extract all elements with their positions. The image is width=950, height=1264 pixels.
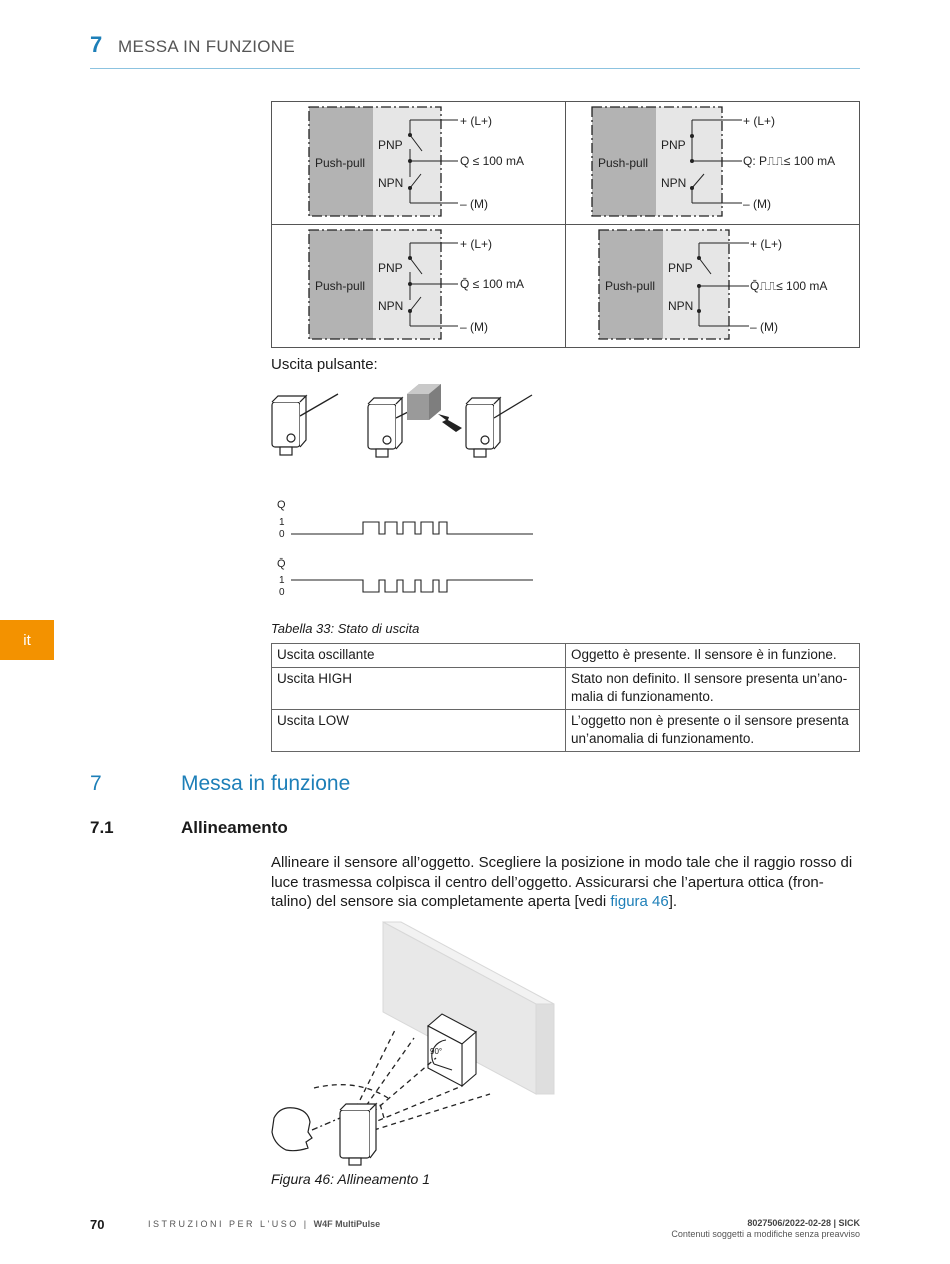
circuit-mode-label: Push-pull <box>315 156 366 170</box>
npn-label: NPN <box>378 299 404 313</box>
chapter-number: 7 <box>90 32 103 57</box>
circuit-mode-label: Push-pull <box>598 156 649 170</box>
sensor-icon <box>340 1104 376 1165</box>
footer-right <box>671 1218 860 1240</box>
table-row <box>272 668 860 710</box>
signal-qbar-label: Q̄ <box>277 558 286 570</box>
output-label: Q ≤ 100 mA <box>460 154 524 168</box>
footer-doc-type <box>148 1219 380 1229</box>
ground-label: – (M) <box>743 197 771 211</box>
pnp-label: PNP <box>661 138 686 152</box>
pnp-label: PNP <box>378 138 403 152</box>
sensor-icon <box>368 398 402 457</box>
alignment-illustration <box>266 918 566 1166</box>
sensor-icon <box>272 396 306 455</box>
table-cell: Stato non definito. Il sensore presenta un’ano-malia di funzionamento. <box>566 668 860 710</box>
circuit-diagram-table <box>271 101 860 348</box>
ground-label: – (M) <box>750 320 778 334</box>
angle-label: 90° <box>430 1047 443 1056</box>
npn-label: NPN <box>668 299 694 313</box>
figure-caption: Figura 46: Allineamento 1 <box>271 1171 431 1187</box>
level-low-label: 0 <box>279 587 285 598</box>
section-title: Messa in funzione <box>181 772 351 795</box>
subsection-number: 7.1 <box>90 818 114 837</box>
sensor-pulse-illustration <box>266 380 546 465</box>
output-label: Q: P⎍⎍≤ 100 mA <box>743 154 836 168</box>
signal-q-label: Q <box>277 499 286 511</box>
chapter-title: MESSA IN FUNZIONE <box>118 37 296 56</box>
table-cell: L’oggetto non è presente o il sensore presenta un’anomalia di funzionamento. <box>566 710 860 752</box>
ground-label: – (M) <box>460 197 488 211</box>
target-object-icon <box>407 384 441 420</box>
pnp-label: PNP <box>378 261 403 275</box>
language-tab[interactable]: it <box>0 620 54 660</box>
circuit-cell <box>566 102 859 224</box>
footer-separator: | <box>298 1219 314 1229</box>
supply-label: + (L+) <box>750 237 783 251</box>
level-high-label: 1 <box>279 575 285 586</box>
doc-id: 8027506/2022-02-28 | SICK <box>747 1218 860 1228</box>
table-row <box>272 710 860 752</box>
change-notice: Contenuti soggetti a modifiche senza preavviso <box>671 1229 860 1239</box>
circuit-cell <box>272 102 565 224</box>
paragraph-text: Allineare il sensore all’oggetto. Scegliere la posizione in modo tale che il raggio rosso di luce trasmessa colpisca il centro dell’oggetto. Assicurarsi che l’apertura ottica (fron-talino) del sensore sia completamente aperta [vedi <box>271 854 853 910</box>
signal-qbar-waveform <box>291 580 533 592</box>
signal-q-waveform <box>291 522 533 534</box>
doc-type: ISTRUZIONI PER L'USO <box>148 1219 299 1229</box>
table-cell: Uscita LOW <box>272 710 566 752</box>
circuit-cell <box>272 225 565 347</box>
pulse-output-label: Uscita pulsante: <box>271 356 378 373</box>
header-divider <box>90 68 860 69</box>
npn-label: NPN <box>378 176 404 190</box>
circuit-mode-label: Push-pull <box>315 279 366 293</box>
output-label: Q̄⎍⎍≤ 100 mA <box>750 279 828 293</box>
supply-label: + (L+) <box>460 237 493 251</box>
output-label: Q̄ ≤ 100 mA <box>460 277 524 291</box>
timing-diagram <box>271 498 541 602</box>
table-cell: Uscita HIGH <box>272 668 566 710</box>
section-number: 7 <box>90 772 102 795</box>
npn-label: NPN <box>661 176 687 190</box>
circuit-cell <box>566 225 859 347</box>
figure-link[interactable]: figura 46 <box>610 893 669 910</box>
output-state-table <box>271 643 860 752</box>
level-high-label: 1 <box>279 517 285 528</box>
table-cell: Oggetto è presente. Il sensore è in funzione. <box>566 644 860 668</box>
page-number: 70 <box>90 1217 105 1232</box>
supply-label: + (L+) <box>460 114 493 128</box>
sensor-icon <box>466 398 500 457</box>
table-caption: Tabella 33: Stato di uscita <box>271 621 420 636</box>
product-name: W4F MultiPulse <box>313 1219 381 1229</box>
supply-label: + (L+) <box>743 114 776 128</box>
body-paragraph <box>271 853 861 912</box>
level-low-label: 0 <box>279 529 285 540</box>
table-row <box>272 644 860 668</box>
ground-label: – (M) <box>460 320 488 334</box>
motion-arrow-icon <box>438 414 462 432</box>
paragraph-text-end: ]. <box>668 893 678 910</box>
subsection-title: Allineamento <box>181 818 288 837</box>
table-cell: Uscita oscillante <box>272 644 566 668</box>
observer-face-icon <box>272 1108 312 1151</box>
pnp-label: PNP <box>668 261 693 275</box>
circuit-mode-label: Push-pull <box>605 279 656 293</box>
